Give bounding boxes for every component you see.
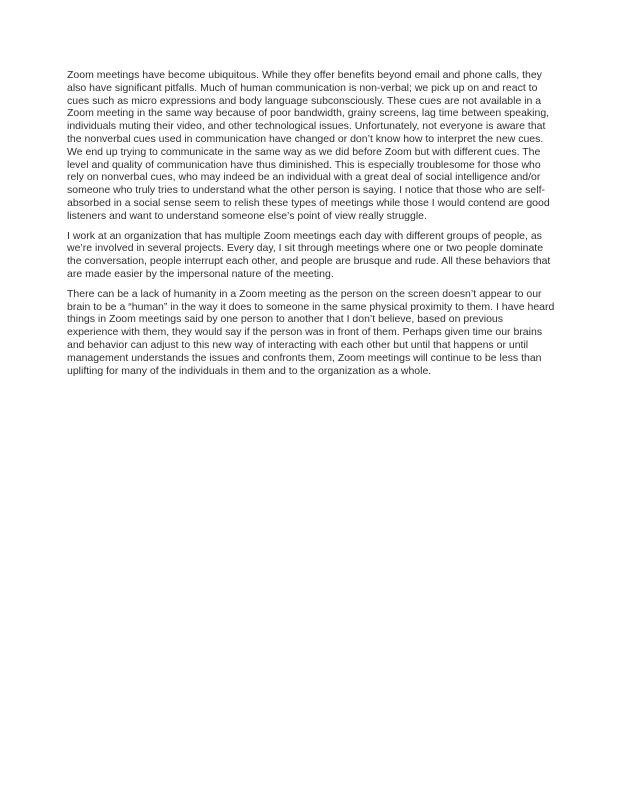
paragraph-lack-of-humanity: There can be a lack of humanity in a Zoom meeting as the person on the screen doesn’t appear to our brain to be a “human” in the way it does to someone in the same physical proximity to them. I have heard things in Zoom meetings said by one person to another that I don’t believe, based on previous experience with them, they would say if the person was in front of them. Perhaps given time our brains and behavior can adjust to this new way of interacting with each other but until that happens or until management understands the issues and confronts them, Zoom meetings will continue to be less than uplifting for many of the individuals in them and to the organization as a whole. (67, 287, 555, 377)
paragraph-zoom-pitfalls: Zoom meetings have become ubiquitous. While they offer benefits beyond email and phone calls, they also have significant pitfalls. Much of human communication is non-verbal; we pick up on and react to cues such as micro expressions and body language subconsciously. These cues are not available in a Zoom meeting in the same way because of poor bandwidth, grainy screens, lag time between speaking, individuals muting their video, and other technological issues. Unfortunately, not everyone is aware that the nonverbal cues used in communication have changed or don’t know how to interpret the new cues. We end up trying to communicate in the same way as we did before Zoom but with different cues. The level and quality of communication have thus diminished. This is especially troublesome for those who rely on nonverbal cues, who may indeed be an individual with a great deal of social intelligence and/or someone who truly tries to understand what the other person is saying. I notice that those who are self-absorbed in a social sense seem to relish these types of meetings while those I would contend are good listeners and want to understand someone else’s point of view really struggle. (67, 69, 550, 222)
document-text-block (67, 69, 556, 377)
paragraph-organization-meetings: I work at an organization that has multiple Zoom meetings each day with different groups of people, as we’re involved in several projects. Every day, I sit through meetings where one or two people dominate the conversation, people interrupt each other, and people are brusque and rude. All these behaviors that are made easier by the impersonal nature of the meeting. (67, 229, 551, 280)
